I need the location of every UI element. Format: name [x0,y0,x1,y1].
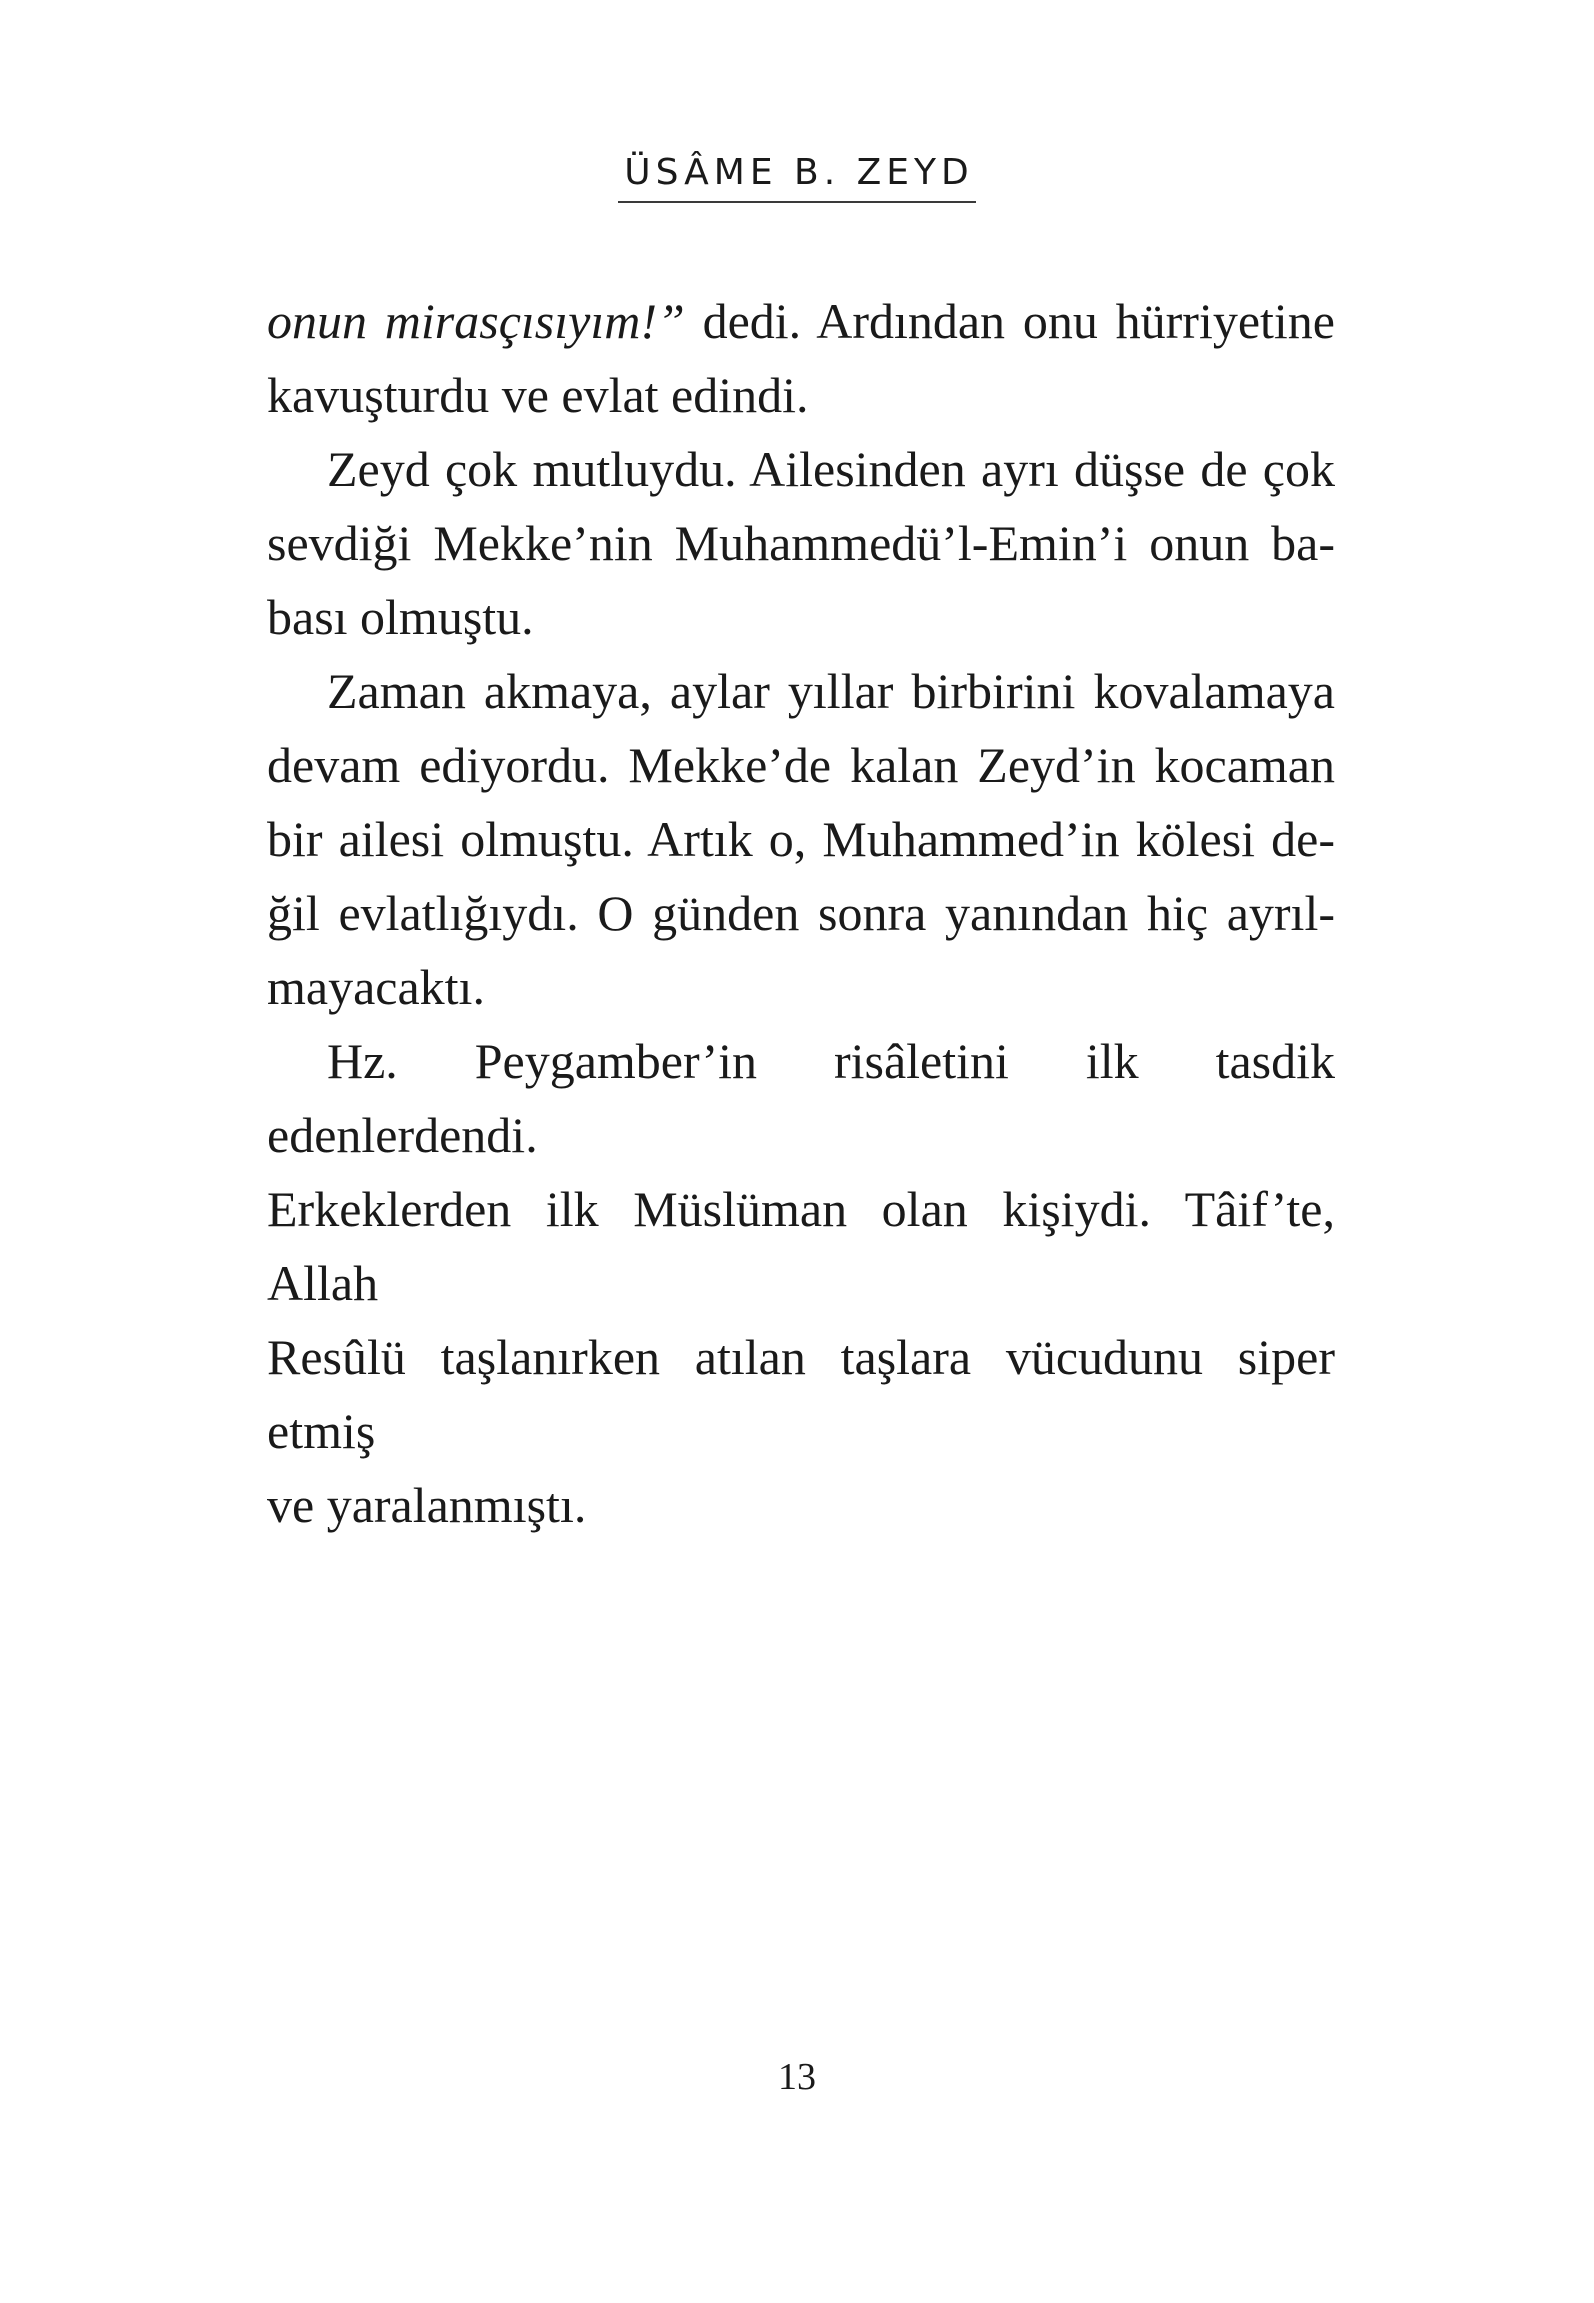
text-line: Zaman akmaya, aylar yıllar birbirini kovalamaya [327,663,1335,719]
text-line: bir ailesi olmuştu. Artık o, Muhammed’in kölesi de- [267,811,1335,867]
running-header [0,152,1594,203]
text-line: Zeyd çok mutluydu. Ailesinden ayrı düşse de çok [327,441,1335,497]
text-line: Hz. Peygamber’in risâletini ilk tasdik edenlerdendi. [267,1033,1335,1163]
text-line: mayacaktı. [267,959,485,1015]
text-line: ğil evlatlığıydı. O günden sonra yanından hiç ayrıl- [267,885,1335,941]
text-line: onun mirasçısıyım!” dedi. Ardından onu hürriyetine [267,293,1336,349]
text-line: devam ediyordu. Mekke’de kalan Zeyd’in kocaman [267,737,1335,793]
paragraph-2 [267,432,1335,654]
text-line: Resûlü taşlanırken atılan taşlara vücudunu siper etmiş [267,1329,1335,1459]
paragraph-3 [267,654,1335,1024]
text-line: kavuşturdu ve evlat edindi. [267,367,809,423]
text-line: ve yaralanmıştı. [267,1477,587,1533]
body-text [267,284,1335,1542]
italic-quote: onun mirasçısıyım!” [267,293,685,349]
text-line: sevdiği Mekke’nin Muhammedü’l-Emin’i onun ba- [267,515,1335,571]
paragraph-1 [267,284,1335,432]
text-line: bası olmuştu. [267,589,534,645]
text-line: Erkeklerden ilk Müslüman olan kişiydi. Tâif’te, Allah [267,1181,1335,1311]
page-number: 13 [778,2056,816,2098]
paragraph-4 [267,1024,1335,1542]
running-title: ÜSÂME B. ZEYD [618,152,975,203]
